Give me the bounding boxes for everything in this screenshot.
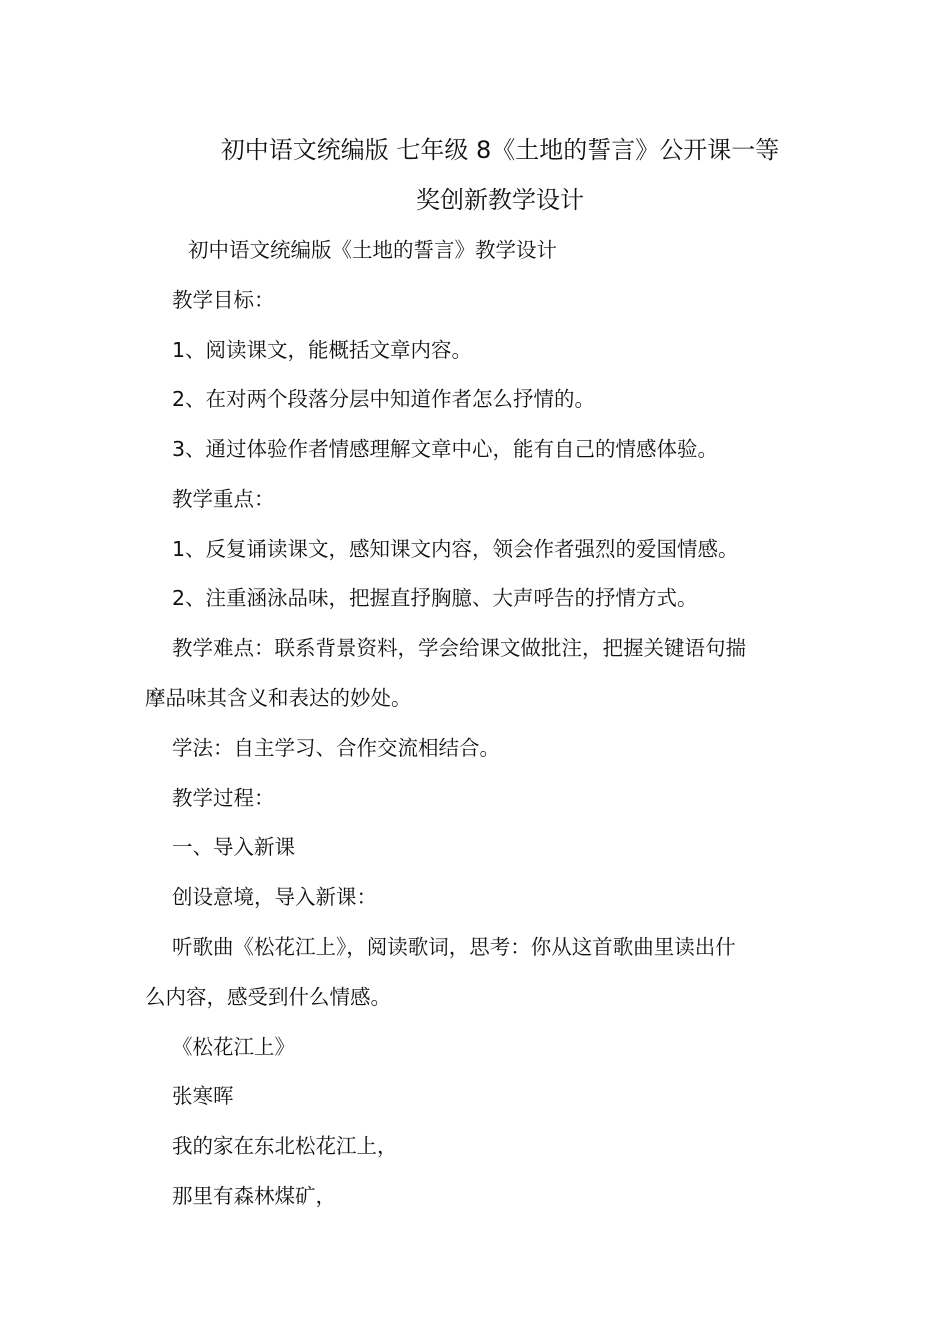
song-author: 张寒晖 (172, 1084, 234, 1108)
process-heading: 教学过程： (172, 786, 275, 810)
document-title-line-2: 奖创新教学设计 (416, 186, 584, 214)
goal-2: 2、在对两个段落分层中知道作者怎么抒情的。 (172, 387, 596, 411)
song-title: 《松花江上》 (172, 1035, 295, 1059)
document-title-line-1: 初中语文统编版 七年级 8《土地的誓言》公开课一等 (220, 136, 780, 164)
method-line: 学法：自主学习、合作交流相结合。 (172, 736, 500, 760)
document-subtitle: 初中语文统编版《土地的誓言》教学设计 (188, 238, 557, 262)
key-point-1: 1、反复诵读课文，感知课文内容，领会作者强烈的爱国情感。 (172, 537, 739, 561)
goal-3: 3、通过体验作者情感理解文章中心，能有自己的情感体验。 (172, 437, 719, 461)
step-1-subheading: 创设意境，导入新课： (172, 885, 377, 909)
song-task-line-1: 听歌曲《松花江上》，阅读歌词，思考：你从这首歌曲里读出什 (172, 935, 736, 959)
step-1-heading: 一、导入新课 (172, 835, 295, 859)
key-point-2: 2、注重涵泳品味，把握直抒胸臆、大声呼告的抒情方式。 (172, 586, 698, 610)
goal-1: 1、阅读课文，能概括文章内容。 (172, 338, 473, 362)
lyric-line-2: 那里有森林煤矿， (172, 1184, 336, 1208)
song-task-line-2: 么内容，感受到什么情感。 (145, 985, 391, 1009)
goals-heading: 教学目标： (172, 288, 275, 312)
difficulty-line-1: 教学难点：联系背景资料，学会给课文做批注，把握关键语句揣 (172, 636, 746, 660)
key-points-heading: 教学重点： (172, 487, 275, 511)
lyric-line-1: 我的家在东北松花江上， (172, 1134, 398, 1158)
difficulty-line-2: 摩品味其含义和表达的妙处。 (145, 686, 412, 710)
